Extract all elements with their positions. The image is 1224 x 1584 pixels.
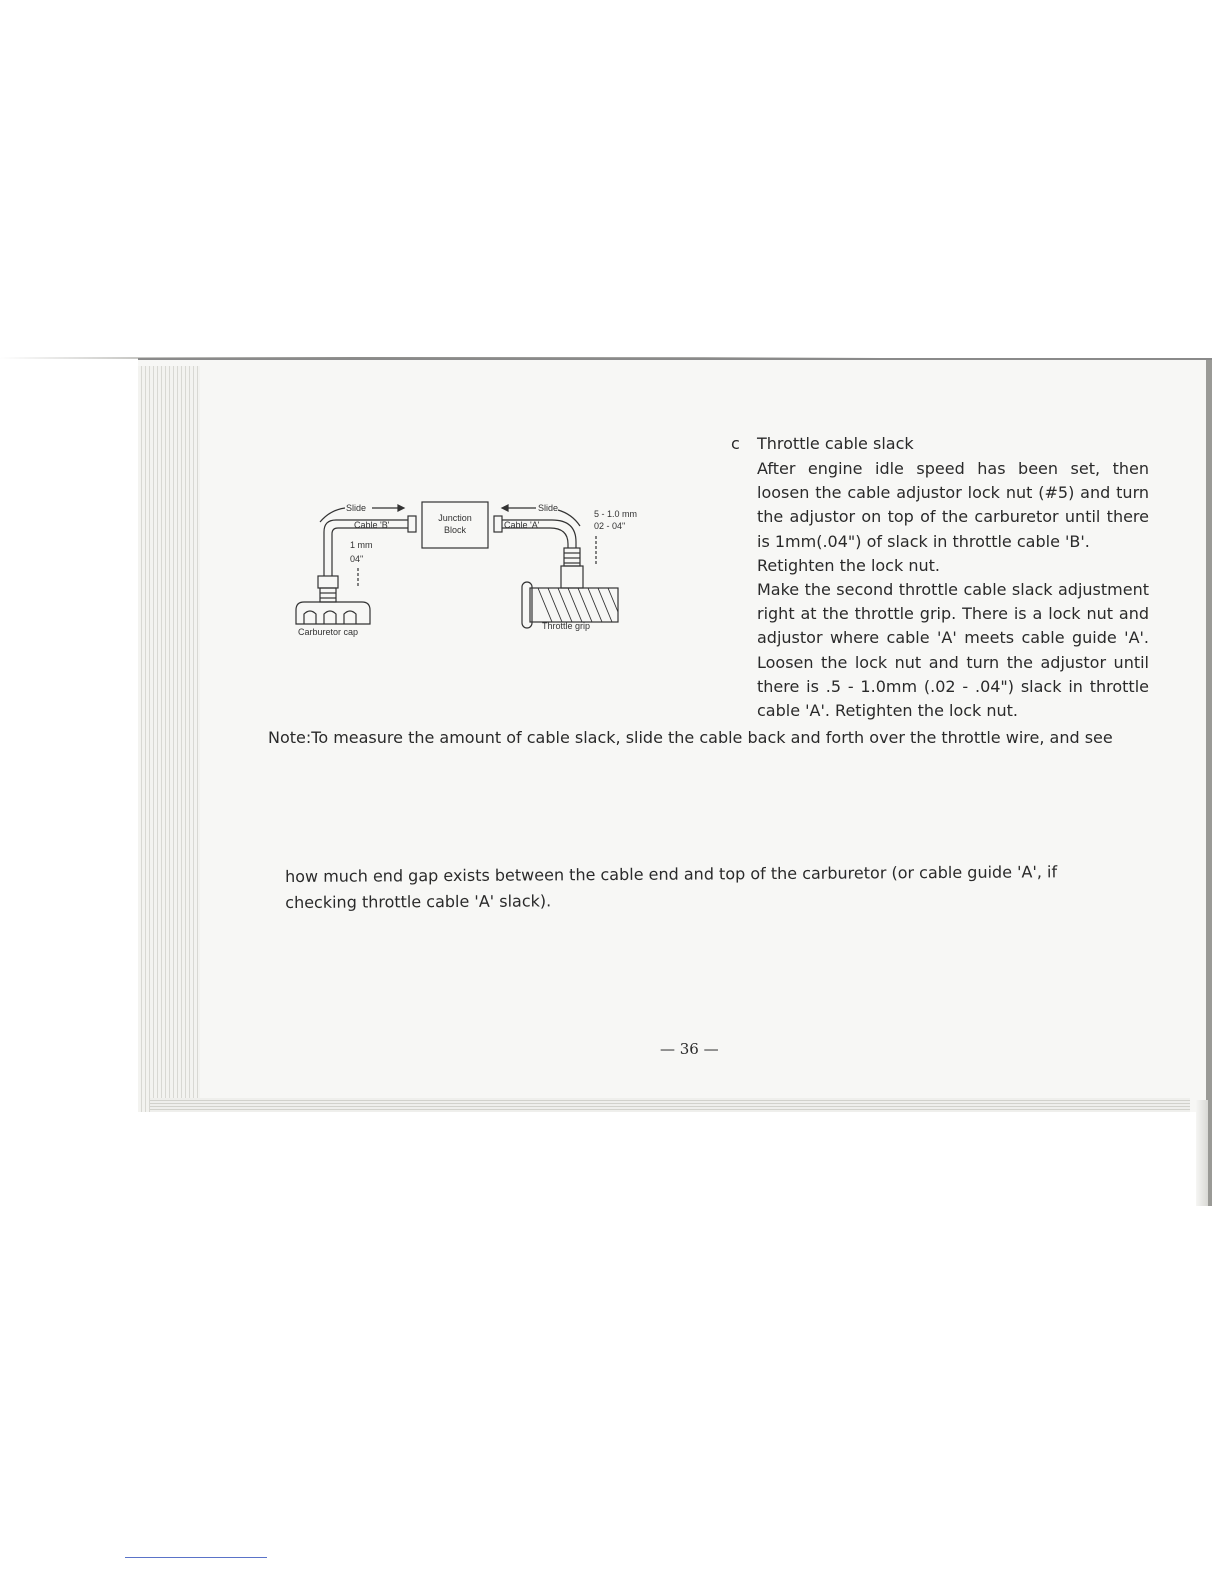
slide-right-label: Slide (538, 503, 559, 513)
spec-left-mm: 1 mm (350, 540, 373, 550)
cable-a-inner (502, 528, 568, 548)
footer-underline (125, 1557, 267, 1558)
section-body (757, 457, 1149, 723)
spec-left-in: 04" (350, 554, 364, 564)
spec-right-mm: 5 - 1.0 mm (594, 509, 638, 519)
note-label: Note: (268, 728, 312, 747)
slide-left-arrowhead (398, 505, 404, 511)
cable-a-end (494, 516, 502, 532)
binding-right-edge (1206, 360, 1212, 1206)
page-number: — 36 — (660, 1040, 719, 1058)
page-stack-bottom-edge (150, 1098, 1190, 1112)
note-continuation: how much end gap exists between the cable end and top of the carburetor (or cable guide 'A', if checking throttle cable 'A' slack). (285, 862, 1058, 912)
section-letter: c (731, 434, 740, 453)
slide-right-arrowhead (502, 505, 508, 511)
paragraph-throttle-grip: Make the second throttle cable slack adjustment right at the throttle grip. There is a lock nut and adjustor where cable 'A' meets cable guide 'A'. Loosen the lock nut and turn the adjustor until there is .5 - 1.0mm (.02 - .04") slack in throttle cable 'A'. Retighten the lock nut. (757, 580, 1149, 721)
carburetor-cap (296, 602, 370, 624)
slide-right-arrow-curve (558, 510, 580, 526)
paragraph-idle-speed: After engine idle speed has been set, then loosen the cable adjustor lock nut (#5) and turn the adjustor on top of the carburetor until there is 1mm(.04") of slack in throttle cable 'B'. (757, 459, 1149, 551)
carb-adjuster (320, 588, 336, 602)
note-line (268, 726, 1152, 750)
cable-a-label: Cable 'A' (504, 520, 540, 530)
slide-left-label: Slide (346, 503, 367, 513)
carb-adjuster-lock (318, 576, 338, 588)
cable-b-end (408, 516, 416, 532)
throttle-cable-diagram (290, 496, 670, 646)
section-title: Throttle cable slack (757, 434, 914, 453)
junction-label-2: Block (443, 525, 467, 535)
binding-shadow (1196, 1100, 1208, 1206)
cable-b-inner (332, 528, 408, 576)
spec-right-in: 02 - 04" (594, 521, 626, 531)
paragraph-retighten: Retighten the lock nut. (757, 555, 940, 575)
junction-label-1: Junction (438, 513, 472, 523)
cable-b-label: Cable 'B' (354, 520, 390, 530)
cable-guide-a (561, 566, 583, 588)
throttle-grip-label: Throttle grip (542, 621, 591, 631)
page-top-rule (0, 357, 880, 359)
page-stack-left-edge (138, 366, 200, 1112)
note-text: To measure the amount of cable slack, slide the cable back and forth over the throttle wire, and see (311, 728, 1113, 747)
carburetor-cap-label: Carburetor cap (298, 627, 359, 637)
